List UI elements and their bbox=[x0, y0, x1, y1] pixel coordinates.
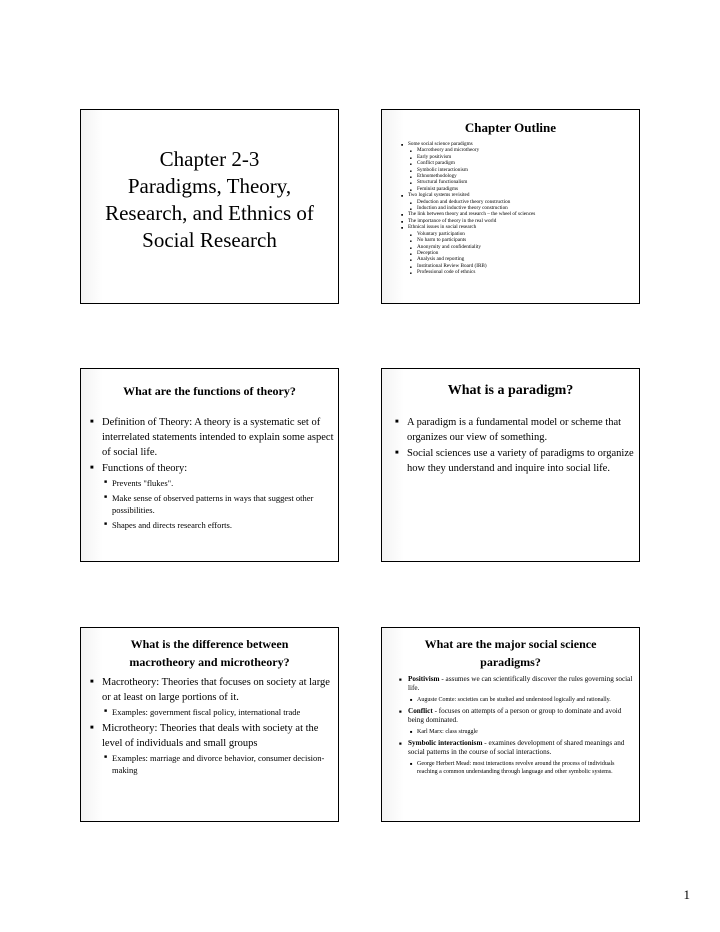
bullet-text: Symbolic interactionism bbox=[417, 166, 468, 173]
slide5-bullets bbox=[90, 675, 334, 779]
bullet-text: The importance of theory in the real world bbox=[408, 217, 497, 224]
bullet-text: Institutional Review Board (IRB) bbox=[417, 262, 487, 269]
bullet-square-icon: ■ bbox=[104, 495, 108, 500]
bullet-text: Deception bbox=[417, 249, 439, 256]
bullet-item bbox=[90, 461, 334, 476]
bullet-text: Functions of theory: bbox=[102, 463, 188, 474]
bullet-square-icon: ■ bbox=[401, 194, 404, 199]
bullet-square-icon: ■ bbox=[410, 155, 412, 160]
bullet-item bbox=[90, 415, 334, 460]
bullet-text: - examines development of shared meanings and social patterns in the course of social interactions. bbox=[408, 739, 625, 756]
bullet-square-icon: ■ bbox=[399, 709, 402, 714]
slide4-title: What is a paradigm? bbox=[447, 383, 574, 398]
bullet-text: Social sciences use a variety of paradigms to organize how they understand and inquire into social life. bbox=[407, 448, 634, 474]
bullet-square-icon: ■ bbox=[410, 207, 412, 212]
bullet-text: Anonymity and confidentiality bbox=[417, 243, 481, 250]
sub-bullet-item bbox=[102, 519, 334, 531]
bullet-text: Macrotheory and microtheory bbox=[417, 147, 480, 154]
bullet-text: Shapes and directs research efforts. bbox=[112, 520, 232, 530]
bullet-item bbox=[399, 707, 636, 725]
bullet-square-icon: ■ bbox=[410, 232, 412, 237]
bullet-square-icon: ■ bbox=[401, 143, 404, 147]
bullet-square-icon: ■ bbox=[410, 245, 412, 250]
slide3-bullets bbox=[90, 415, 334, 534]
bullet-square-icon: ■ bbox=[410, 181, 412, 186]
bullet-square-icon: ■ bbox=[395, 450, 399, 456]
bullet-text: Make sense of observed patterns in ways that suggest other possibilities. bbox=[112, 493, 314, 515]
bullet-item bbox=[90, 721, 334, 751]
bullet-square-icon: ■ bbox=[410, 187, 412, 192]
outline-list bbox=[401, 141, 638, 276]
bullet-text: Early positivism bbox=[417, 153, 452, 160]
outline-title: Chapter Outline bbox=[464, 120, 557, 135]
bullet-square-icon: ■ bbox=[410, 271, 412, 276]
bullet-square-icon: ■ bbox=[410, 175, 412, 180]
bullet-text: Karl Marx: class struggle bbox=[417, 729, 478, 735]
bullet-item bbox=[399, 739, 636, 757]
bullet-text: The link between theory and research – the wheel of sciences bbox=[408, 211, 536, 218]
sub-bullet-item bbox=[408, 728, 636, 736]
slide6-bullets bbox=[399, 675, 636, 779]
bullet-text: Ethnical issues in social research bbox=[408, 224, 477, 231]
bullet-text: Macrotheory: Theories that focuses on society at large or at least on large portions of it. bbox=[102, 677, 330, 703]
sub-bullet-item bbox=[102, 752, 334, 776]
bullet-square-icon: ■ bbox=[401, 226, 404, 231]
bullet-square-icon: ■ bbox=[401, 219, 404, 224]
bullet-square-icon: ■ bbox=[410, 149, 412, 154]
sub-bullet-item bbox=[102, 492, 334, 516]
bullet-square-icon: ■ bbox=[104, 522, 108, 527]
bullet-square-icon: ■ bbox=[399, 677, 402, 682]
bullet-item bbox=[395, 446, 635, 476]
bullet-square-icon: ■ bbox=[90, 725, 94, 731]
bullet-text: Ethnomethodology bbox=[417, 173, 457, 180]
bullet-text: Analysis and reporting bbox=[417, 256, 465, 263]
sub-bullet-item bbox=[408, 760, 636, 776]
bullet-square-icon: ■ bbox=[90, 679, 94, 685]
bullet-square-icon: ■ bbox=[104, 755, 108, 760]
bullet-square-icon: ■ bbox=[410, 264, 412, 269]
bullet-text: A paradigm is a fundamental model or scheme that organizes our view of something. bbox=[407, 417, 622, 443]
slide3-title: What are the functions of theory? bbox=[123, 384, 296, 398]
bullet-text: Structural functionalism bbox=[417, 179, 468, 186]
bullet-square-icon: ■ bbox=[410, 168, 412, 173]
bullet-square-icon: ■ bbox=[399, 741, 402, 746]
slide-major-paradigms bbox=[381, 627, 640, 822]
paradigm-term: Conflict bbox=[408, 707, 433, 715]
bullet-text: Microtheory: Theories that deals with society at the level of individuals and small groups bbox=[102, 723, 319, 749]
bullet-square-icon: ■ bbox=[395, 419, 399, 425]
page-number: 1 bbox=[683, 887, 690, 902]
bullet-square-icon: ■ bbox=[410, 162, 412, 167]
paradigm-term: Positivism bbox=[408, 675, 440, 683]
bullet-text: Some social science paradigms bbox=[408, 141, 473, 147]
slide5-title: What is the difference between macrotheory and microtheory? bbox=[129, 637, 290, 669]
bullet-text: George Herbert Mead: most interactions revolve around the process of individuals reaching a common understanding through language and other symbolic systems. bbox=[417, 761, 615, 775]
bullet-square-icon: ■ bbox=[104, 480, 108, 485]
bullet-square-icon: ■ bbox=[410, 258, 412, 263]
bullet-text: Examples: government fiscal policy, international trade bbox=[112, 707, 301, 717]
paradigm-term: Symbolic interactionism bbox=[408, 739, 483, 747]
bullet-square-icon: ■ bbox=[104, 709, 108, 714]
chapter-title: Chapter 2-3 Paradigms, Theory, Research, and Ethnics of Social Research bbox=[105, 147, 314, 252]
bullet-square-icon: ■ bbox=[90, 465, 94, 471]
bullet-text: - focuses on attempts of a person or group to dominate and avoid being dominated. bbox=[408, 707, 622, 724]
bullet-text: Auguste Comte: societies can be studied and understood logically and rationally. bbox=[417, 697, 611, 703]
slide-what-is-paradigm bbox=[381, 368, 640, 562]
bullet-square-icon: ■ bbox=[90, 419, 94, 425]
bullet-text: Prevents "flukes". bbox=[112, 478, 174, 488]
slide-macro-micro-theory bbox=[80, 627, 339, 822]
bullet-text: No harm to participants bbox=[417, 237, 467, 244]
bullet-text: - assumes we can scientifically discover the rules governing social life. bbox=[408, 675, 633, 692]
bullet-text: Voluntary participation bbox=[417, 230, 465, 237]
slide-title-chapter bbox=[80, 109, 339, 304]
slide6-title: What are the major social science paradigms? bbox=[424, 637, 597, 669]
bullet-square-icon: ■ bbox=[410, 251, 412, 256]
bullet-item bbox=[399, 675, 636, 693]
bullet-square-icon: ■ bbox=[410, 697, 413, 702]
sub-bullet-item bbox=[408, 696, 636, 704]
bullet-square-icon: ■ bbox=[410, 200, 412, 205]
sub-bullet-item bbox=[102, 706, 334, 718]
bullet-square-icon: ■ bbox=[410, 239, 412, 244]
bullet-text: Deduction and deductive theory construction bbox=[417, 198, 511, 205]
bullet-square-icon: ■ bbox=[410, 729, 413, 734]
slide4-bullets bbox=[395, 415, 635, 477]
slide-functions-of-theory bbox=[80, 368, 339, 562]
bullet-item bbox=[90, 675, 334, 705]
bullet-square-icon: ■ bbox=[410, 761, 413, 766]
bullet-item bbox=[395, 415, 635, 445]
bullet-text: Examples: marriage and divorce behavior, consumer decision-making bbox=[112, 753, 325, 775]
slide-chapter-outline bbox=[381, 109, 640, 304]
bullet-square-icon: ■ bbox=[401, 213, 404, 218]
sub-bullet-item bbox=[102, 477, 334, 489]
bullet-text: Professional code of ethnics bbox=[417, 269, 476, 276]
bullet-text: Feminist paradigms bbox=[417, 185, 459, 192]
bullet-text: Definition of Theory: A theory is a systematic set of interrelated statements intended to explain some aspect of social life. bbox=[102, 417, 334, 458]
bullet-text: Two logical systems revisited bbox=[408, 192, 470, 199]
bullet-text: Induction and inductive theory construction bbox=[417, 205, 508, 212]
bullet-text: Conflict paradigm bbox=[417, 160, 455, 167]
sub-bullet-item bbox=[408, 269, 638, 275]
